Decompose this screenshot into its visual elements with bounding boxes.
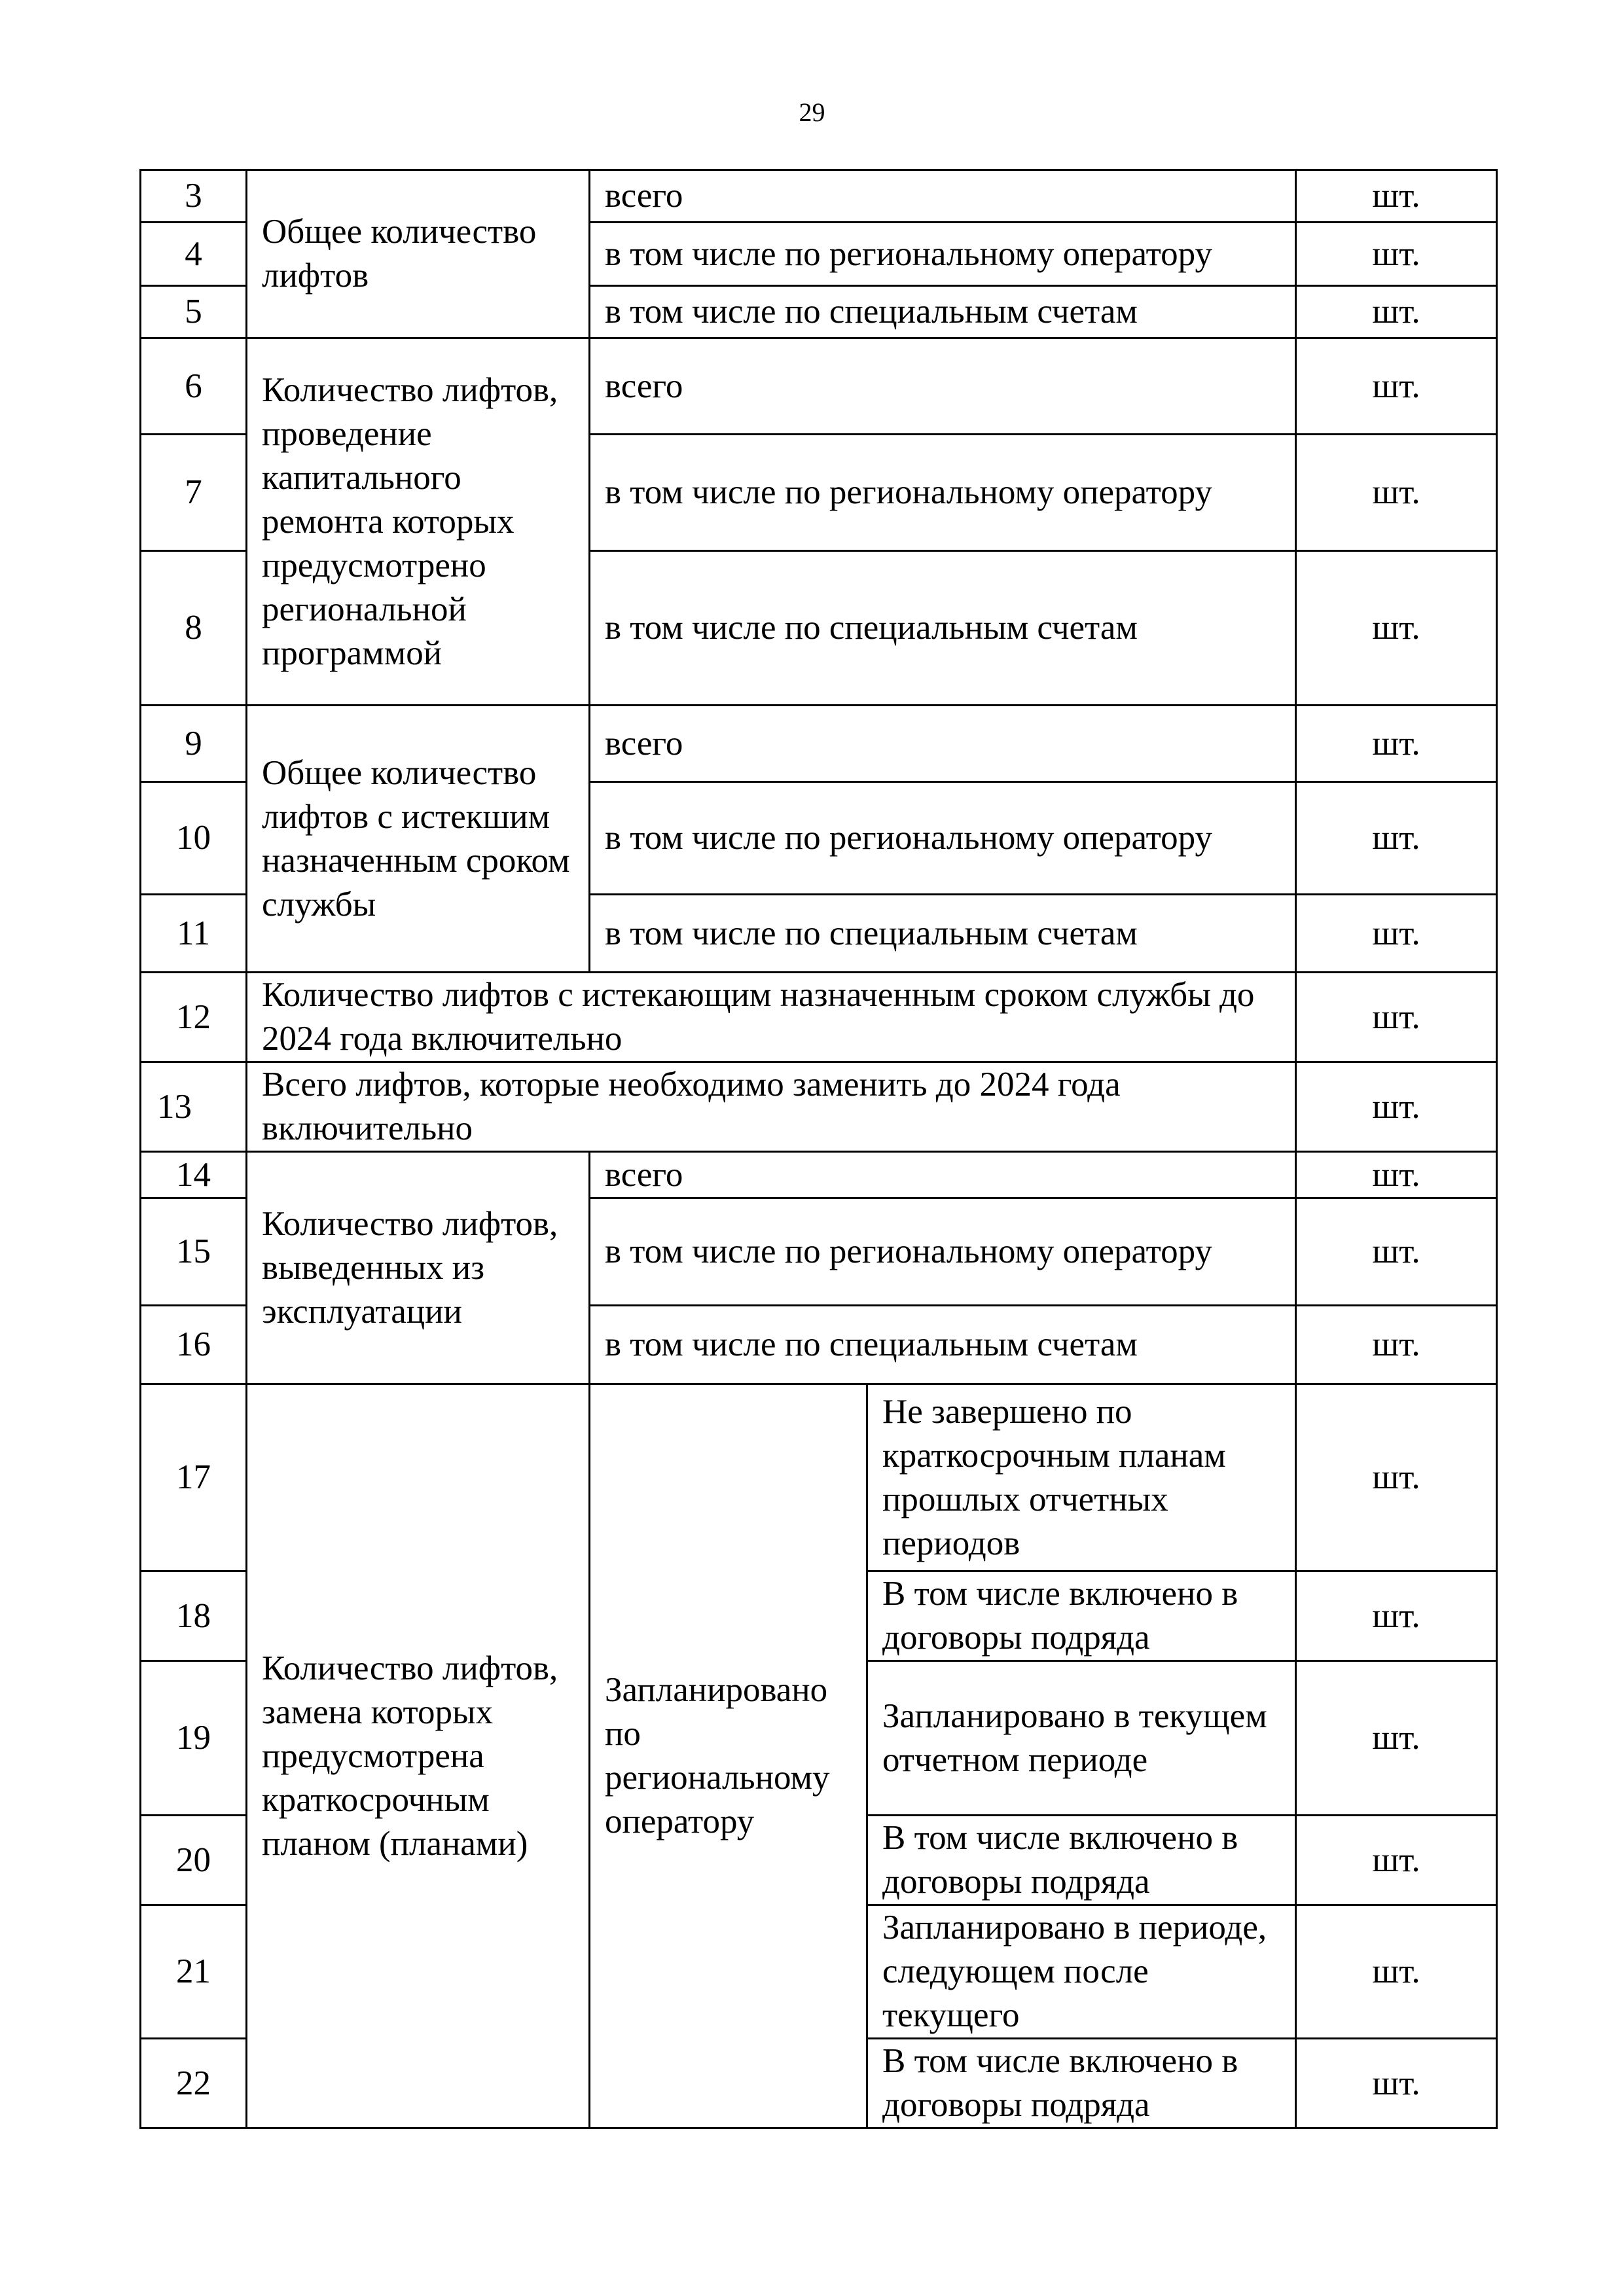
page-number: 29 <box>799 98 825 127</box>
table-row <box>141 973 1497 1062</box>
row-label: Запланировано в текущем отчетном периоде <box>867 1661 1296 1816</box>
unit-cell: шт. <box>1296 895 1497 973</box>
row-number: 21 <box>141 1905 247 2039</box>
row-number: 15 <box>141 1198 247 1306</box>
row-label: Всего лифтов, которые необходимо заменить до 2024 года включительно <box>247 1062 1296 1152</box>
row-number: 16 <box>141 1306 247 1384</box>
row-number: 22 <box>141 2039 247 2128</box>
subgroup-label: Запланировано по региональному оператору <box>590 1384 867 2128</box>
row-label: всего <box>590 706 1296 782</box>
unit-cell: шт. <box>1296 1306 1497 1384</box>
row-label: в том числе по специальным счетам <box>590 1306 1296 1384</box>
row-number: 17 <box>141 1384 247 1571</box>
table-row <box>141 1152 1497 1198</box>
unit-cell: шт. <box>1296 1571 1497 1661</box>
row-number: 14 <box>141 1152 247 1198</box>
lifts-table <box>139 169 1498 2129</box>
unit-cell: шт. <box>1296 551 1497 706</box>
row-number: 3 <box>141 170 247 223</box>
row-label: В том числе включено в договоры подряда <box>867 2039 1296 2128</box>
row-label: в том числе по региональному оператору <box>590 223 1296 286</box>
row-label: Не завершено по краткосрочным планам прошлых отчетных периодов <box>867 1384 1296 1571</box>
unit-cell: шт. <box>1296 435 1497 551</box>
row-label: в том числе по специальным счетам <box>590 551 1296 706</box>
row-label: В том числе включено в договоры подряда <box>867 1571 1296 1661</box>
unit-cell: шт. <box>1296 1661 1497 1816</box>
row-number: 7 <box>141 435 247 551</box>
unit-cell: шт. <box>1296 223 1497 286</box>
row-label: в том числе по региональному оператору <box>590 782 1296 895</box>
group-label: Количество лифтов, выведенных из эксплуатации <box>247 1152 590 1384</box>
row-label: всего <box>590 1152 1296 1198</box>
row-number: 12 <box>141 973 247 1062</box>
unit-cell: шт. <box>1296 286 1497 338</box>
group-label: Количество лифтов, замена которых предусмотрена краткосрочным планом (планами) <box>247 1384 590 2128</box>
row-number: 4 <box>141 223 247 286</box>
row-label: в том числе по специальным счетам <box>590 895 1296 973</box>
unit-cell: шт. <box>1296 782 1497 895</box>
row-number: 6 <box>141 338 247 435</box>
row-number: 13 <box>141 1062 247 1152</box>
row-label: в том числе по региональному оператору <box>590 435 1296 551</box>
table-row <box>141 1062 1497 1152</box>
unit-cell: шт. <box>1296 1152 1497 1198</box>
row-label: Количество лифтов с истекающим назначенным сроком службы до 2024 года включительно <box>247 973 1296 1062</box>
unit-cell: шт. <box>1296 2039 1497 2128</box>
row-number: 18 <box>141 1571 247 1661</box>
row-number: 5 <box>141 286 247 338</box>
group-label: Общее количество лифтов с истекшим назначенным сроком службы <box>247 706 590 973</box>
row-number: 8 <box>141 551 247 706</box>
row-number: 20 <box>141 1816 247 1905</box>
table-row <box>141 706 1497 782</box>
row-label: всего <box>590 338 1296 435</box>
group-label: Общее количество лифтов <box>247 170 590 338</box>
row-label: в том числе по региональному оператору <box>590 1198 1296 1306</box>
table-row <box>141 338 1497 435</box>
table-row <box>141 1384 1497 1571</box>
table-row <box>141 170 1497 223</box>
row-number: 11 <box>141 895 247 973</box>
unit-cell: шт. <box>1296 1816 1497 1905</box>
row-number: 19 <box>141 1661 247 1816</box>
row-number: 9 <box>141 706 247 782</box>
unit-cell: шт. <box>1296 973 1497 1062</box>
row-label: В том числе включено в договоры подряда <box>867 1816 1296 1905</box>
unit-cell: шт. <box>1296 1062 1497 1152</box>
unit-cell: шт. <box>1296 706 1497 782</box>
row-number: 10 <box>141 782 247 895</box>
row-label: Запланировано в периоде, следующем после текущего <box>867 1905 1296 2039</box>
unit-cell: шт. <box>1296 1384 1497 1571</box>
row-label: всего <box>590 170 1296 223</box>
row-label: в том числе по специальным счетам <box>590 286 1296 338</box>
unit-cell: шт. <box>1296 1905 1497 2039</box>
unit-cell: шт. <box>1296 170 1497 223</box>
unit-cell: шт. <box>1296 1198 1497 1306</box>
group-label: Количество лифтов, проведение капитального ремонта которых предусмотрено региональной программой <box>247 338 590 706</box>
unit-cell: шт. <box>1296 338 1497 435</box>
